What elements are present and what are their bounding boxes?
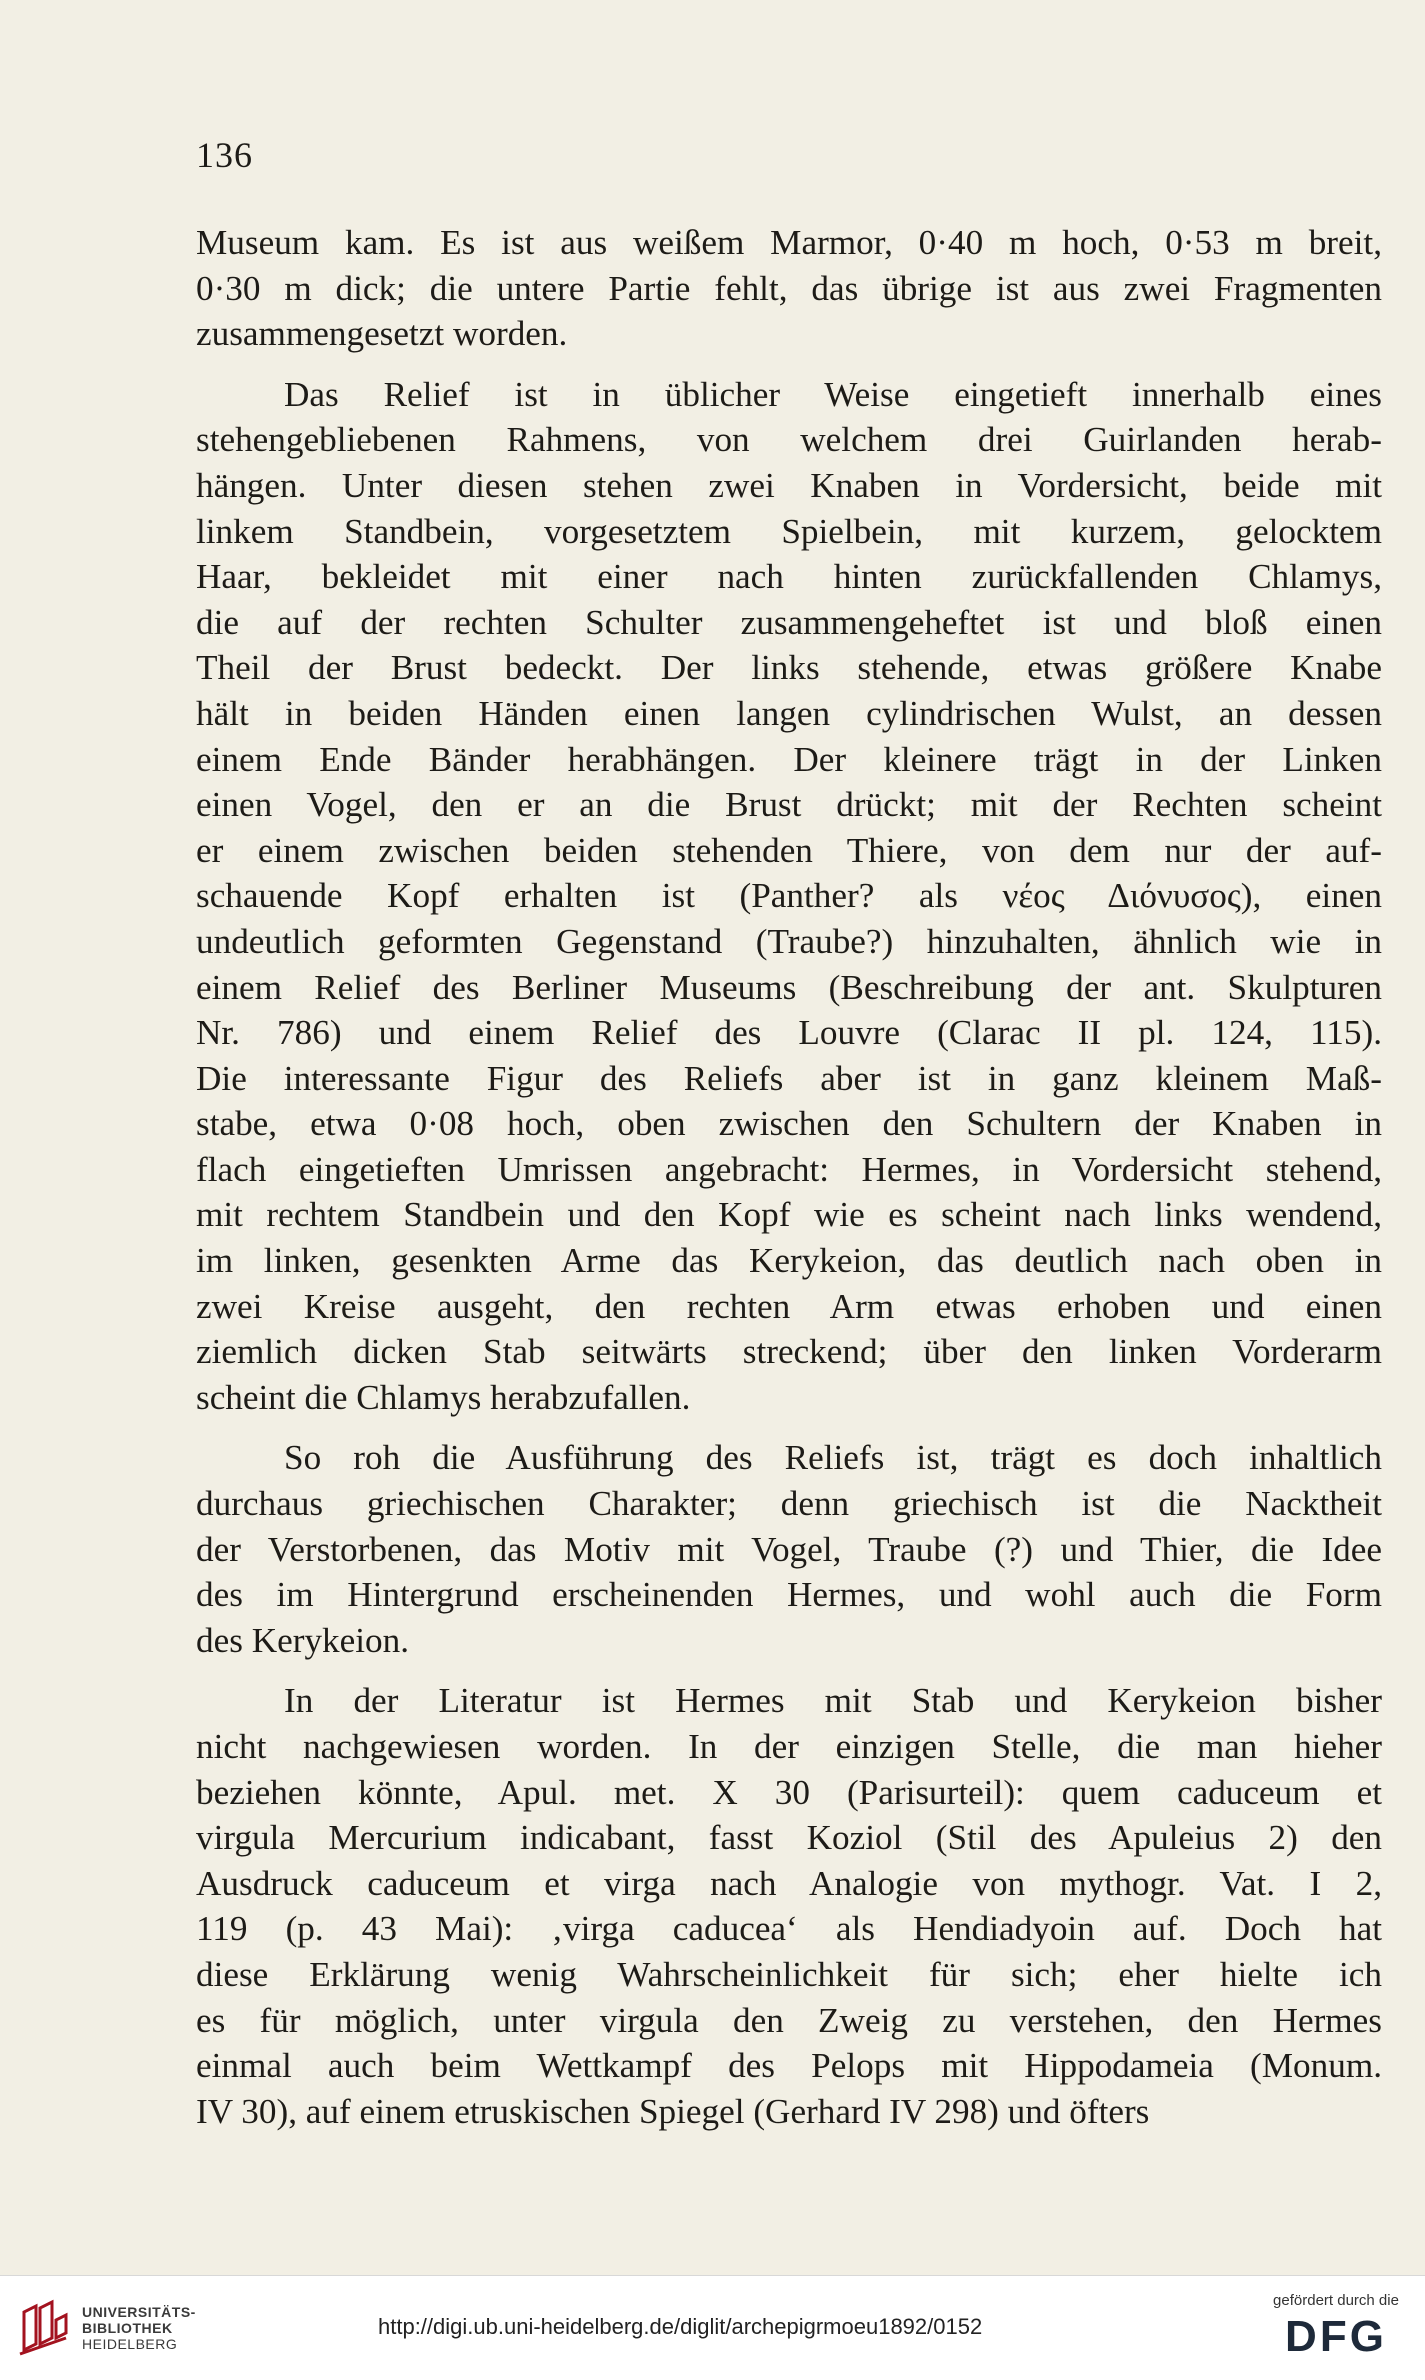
text-line: Museum kam. Es ist aus weißem Marmor, 0·40 m hoch, 0·53 m breit, <box>196 223 1382 262</box>
text-line: Nr. 786) und einem Relief des Louvre (Clarac II pl. 124, 115). <box>196 1013 1382 1053</box>
permalink-url[interactable]: http://digi.ub.uni-heidelberg.de/diglit/archepigrmoeu1892/0152 <box>378 2314 983 2339</box>
text-line: virgula Mercurium indicabant, fasst Koziol (Stil des Apuleius 2) den <box>196 1818 1382 1858</box>
text-line: einem Ende Bänder herabhängen. Der kleinere trägt in der Linken <box>196 739 1382 779</box>
paragraph-gap <box>196 357 1382 372</box>
library-name-line-3: HEIDELBERG <box>82 2336 178 2352</box>
paragraph-gap <box>196 1663 1382 1678</box>
text-line: stehengebliebenen Rahmens, von welchem drei Guirlanden herab- <box>196 420 1382 460</box>
text-line: diese Erklärung wenig Wahrscheinlichkeit für sich; eher hielte ich <box>196 1954 1382 1994</box>
text-line: Die interessante Figur des Reliefs aber ist in ganz kleinem Maß- <box>196 1058 1382 1098</box>
text-line: die auf der rechten Schulter zusammengeheftet ist und bloß einen <box>196 602 1382 642</box>
text-line: er einem zwischen beiden stehenden Thiere, von dem nur der auf- <box>196 830 1382 870</box>
text-line: beziehen könnte, Apul. met. X 30 (Parisurteil): quem caduceum et <box>196 1772 1382 1812</box>
text-line: zwei Kreise ausgeht, den rechten Arm etwas erhoben und einen <box>196 1286 1382 1326</box>
text-line: hält in beiden Händen einen langen cylindrischen Wulst, an dessen <box>196 693 1382 733</box>
text-line: In der Literatur ist Hermes mit Stab und Kerykeion bisher <box>284 1681 1382 1721</box>
text-line: nicht nachgewiesen worden. In der einzigen Stelle, die man hieher <box>196 1727 1382 1766</box>
text-line: der Verstorbenen, das Motiv mit Vogel, Traube (?) und Thier, die Idee <box>196 1529 1382 1569</box>
paragraph <box>196 1678 1382 2134</box>
footer-bar <box>0 2275 1425 2380</box>
paragraph <box>196 372 1382 1421</box>
dfg-logo[interactable]: DFG <box>1285 2312 1387 2361</box>
text-line: 0·30 m dick; die untere Partie fehlt, das übrige ist aus zwei Fragmenten <box>196 268 1382 308</box>
text-line: zusammengesetzt worden. <box>196 314 568 354</box>
text-line: des Kerykeion. <box>196 1620 410 1660</box>
paragraph-gap <box>196 1420 1382 1435</box>
text-line: Das Relief ist in üblicher Weise eingetieft innerhalb eines <box>284 374 1382 414</box>
text-line: einen Vogel, den er an die Brust drückt; mit der Rechten scheint <box>196 785 1382 825</box>
text-line: mit rechtem Standbein und den Kopf wie es scheint nach links wendend, <box>196 1195 1382 1235</box>
page-number: 136 <box>196 135 253 175</box>
text-line: hängen. Unter diesen stehen zwei Knaben in Vordersicht, beide mit <box>196 465 1382 505</box>
paragraph <box>196 1435 1382 1663</box>
text-line: flach eingetieften Umrissen angebracht: Hermes, in Vordersicht stehend, <box>196 1149 1382 1189</box>
text-line: So roh die Ausführung des Reliefs ist, trägt es doch inhaltlich <box>284 1438 1382 1478</box>
text-line: einmal auch beim Wettkampf des Pelops mit Hippodameia (Monum. <box>196 2046 1382 2086</box>
paragraph <box>196 220 1382 357</box>
text-line: im linken, gesenkten Arme das Kerykeion, das deutlich nach oben in <box>196 1241 1382 1281</box>
body-text <box>196 220 1382 2134</box>
library-name <box>82 2304 196 2352</box>
text-line: des im Hintergrund erscheinenden Hermes, und wohl auch die Form <box>196 1575 1382 1615</box>
funder-block <box>1260 2292 1412 2361</box>
text-line: es für möglich, unter virgula den Zweig zu verstehen, den Hermes <box>196 2000 1382 2040</box>
text-line: ziemlich dicken Stab seitwärts streckend; über den linken Vorderarm <box>196 1332 1382 1372</box>
text-line: Haar, bekleidet mit einer nach hinten zurückfallenden Chlamys, <box>196 557 1382 597</box>
text-line: IV 30), auf einem etruskischen Spiegel (Gerhard IV 298) und öfters <box>196 2091 1150 2131</box>
text-line: stabe, etwa 0·08 hoch, oben zwischen den Schultern der Knaben in <box>196 1104 1382 1144</box>
text-line: einem Relief des Berliner Museums (Beschreibung der ant. Skulpturen <box>196 967 1382 1007</box>
text-line: Theil der Brust bedeckt. Der links stehende, etwas größere Knabe <box>196 648 1382 688</box>
library-name-line-1: UNIVERSITÄTS- <box>82 2304 196 2320</box>
text-line: scheint die Chlamys herabzufallen. <box>196 1377 691 1417</box>
text-line: schauende Kopf erhalten ist (Panther? als νέος Διόνυσος), einen <box>196 876 1382 916</box>
funder-caption: gefördert durch die <box>1273 2292 1399 2309</box>
library-logo-icon[interactable] <box>16 2298 70 2358</box>
text-line: linkem Standbein, vorgesetztem Spielbein, mit kurzem, gelocktem <box>196 511 1382 551</box>
text-line: Ausdruck caduceum et virga nach Analogie von mythogr. Vat. I 2, <box>196 1863 1382 1903</box>
text-line: 119 (p. 43 Mai): ‚virga caducea‘ als Hendiadyoin auf. Doch hat <box>196 1909 1382 1949</box>
text-line: undeutlich geformten Gegenstand (Traube?) hinzuhalten, ähnlich wie in <box>196 921 1382 961</box>
text-line: durchaus griechischen Charakter; denn griechisch ist die Nacktheit <box>196 1484 1382 1524</box>
library-name-line-2: BIBLIOTHEK <box>82 2320 173 2336</box>
